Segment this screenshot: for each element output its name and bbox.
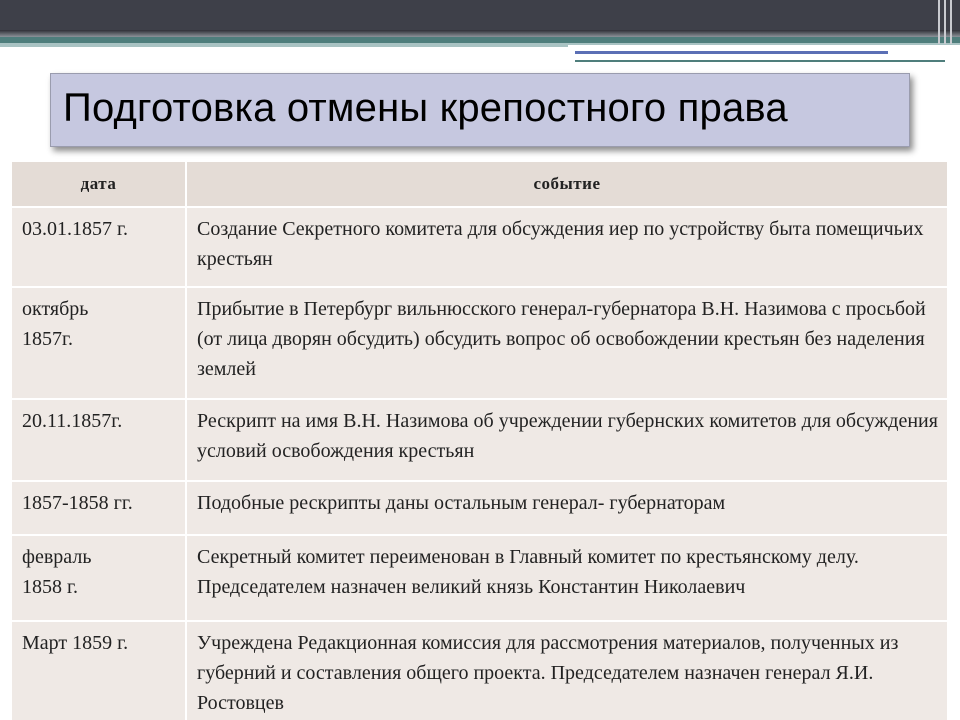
teal-decor-line (575, 60, 945, 62)
header-event: событие (186, 162, 948, 207)
table-row (12, 481, 948, 535)
row-event: Прибытие в Петербург вильнюсского генерал-губернатора В.Н. Назимова с просьбой (от лица дворян обсудить) обсудить вопрос об освобождении крестьян без наделения землей (186, 287, 948, 399)
row-event: Рескрипт на имя В.Н. Назимова об учреждении губернских комитетов для обсуждения условий освобождения крестьян (186, 399, 948, 481)
table-row (12, 621, 948, 720)
row-event: Создание Секретного комитета для обсуждения иер по устройству быта помещичьих крестьян (186, 207, 948, 287)
table-row (12, 399, 948, 481)
table-row (12, 207, 948, 287)
row-date: 1857-1858 гг. (12, 481, 186, 535)
row-date: 03.01.1857 г. (12, 207, 186, 287)
row-event: Учреждена Редакционная комиссия для рассмотрения материалов, полученных из губерний и составления общего проекта. Председателем назначен генерал Я.И. Ростовцев (186, 621, 948, 720)
row-date: Март 1859 г. (12, 621, 186, 720)
top-decor-band (0, 0, 960, 30)
table-row (12, 287, 948, 399)
table-row (12, 535, 948, 621)
row-date: 20.11.1857г. (12, 399, 186, 481)
teal-decor-strip-light (0, 43, 570, 47)
row-date: октябрь 1857г. (12, 287, 186, 399)
row-event: Секретный комитет переименован в Главный комитет по крестьянскому делу. Председателем назначен великий князь Константин Николаевич (186, 535, 948, 621)
corner-decor-lines (928, 0, 960, 44)
header-date: дата (12, 162, 186, 207)
row-event: Подобные рескрипты даны остальным генерал- губернаторам (186, 481, 948, 535)
table-header-row (12, 162, 948, 207)
slide-title: Подготовка отмены крепостного права (63, 86, 788, 130)
right-decor-panel (568, 43, 960, 69)
blue-decor-line (575, 51, 888, 54)
row-date: февраль 1858 г. (12, 535, 186, 621)
title-box (50, 73, 910, 147)
events-table (12, 162, 949, 720)
